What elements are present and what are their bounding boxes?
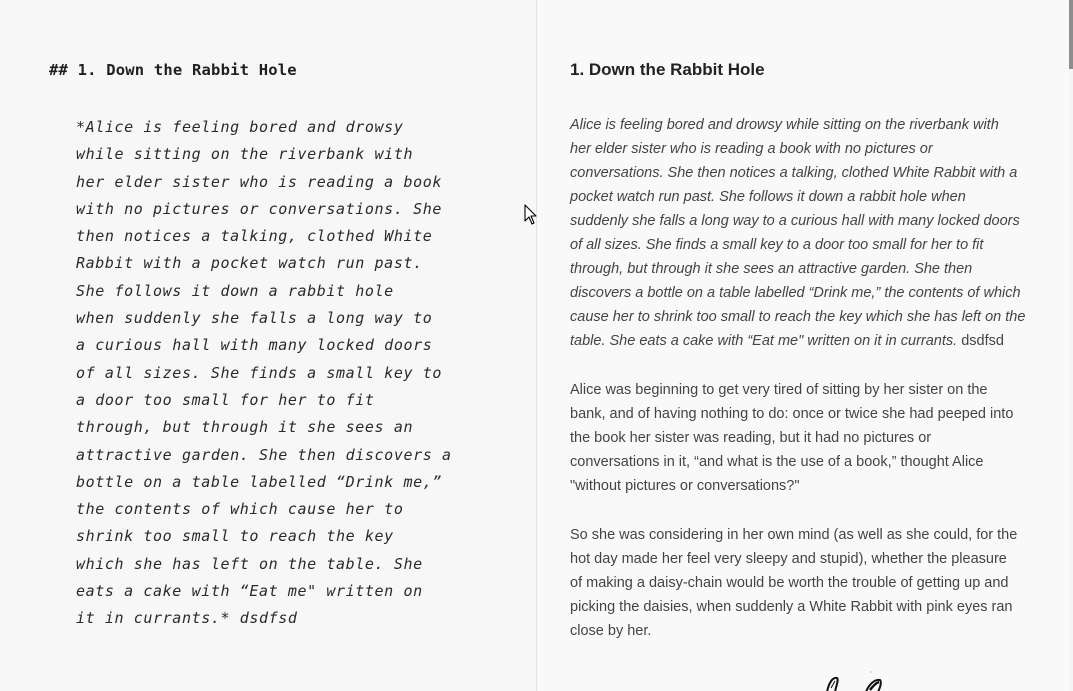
preview-line: "without pictures or conversations?" — [570, 478, 800, 494]
scrollbar-thumb[interactable] — [1069, 0, 1073, 69]
editor-line: a door too small for her to fit — [76, 390, 375, 409]
preview-paragraph-3 — [570, 523, 1050, 643]
preview-summary-paragraph — [570, 113, 1050, 353]
editor-line: eats a cake with “Eat me" written on — [76, 582, 423, 601]
preview-line: close by her. — [570, 623, 652, 639]
editor-line: with no pictures or conversations. She — [76, 199, 442, 218]
preview-suffix: dsdfsd — [957, 333, 1004, 349]
scrollbar-track[interactable] — [1069, 0, 1073, 691]
preview-line: Alice was beginning to get very tired of sitting by her sister on the — [570, 382, 988, 398]
editor-line: while sitting on the riverbank with — [76, 145, 414, 164]
editor-line: shrink too small to reach the key — [76, 527, 394, 546]
preview-line: of all sizes. She finds a small key to a door too small for her to fit — [570, 237, 984, 253]
mouse-cursor-icon — [524, 204, 540, 226]
editor-line: of all sizes. She finds a small key to — [76, 363, 442, 382]
editor-line: She follows it down a rabbit hole — [76, 281, 394, 300]
preview-line: bank, and of having nothing to do: once or twice she had peeped into — [570, 406, 1014, 422]
preview-line-text: table. She eats a cake with “Eat me" written on it in currants. — [570, 333, 958, 349]
preview-line: pocket watch run past. She follows it down a rabbit hole when — [570, 189, 966, 205]
editor-line: *Alice is feeling bored and drowsy — [76, 118, 404, 136]
editor-line: it in currants.* dsdfsd — [76, 609, 298, 628]
preview-line: through, but through it she sees an attractive garden. She then — [570, 261, 973, 277]
editor-line: a curious hall with many locked doors — [76, 336, 433, 355]
editor-line: when suddenly she falls a long way to — [76, 309, 433, 328]
editor-line: through, but through it she sees an — [76, 418, 414, 437]
preview-heading: 1. Down the Rabbit Hole — [570, 60, 765, 79]
preview-line: hot day made her feel very sleepy and stupid), whether the pleasure — [570, 551, 1007, 567]
preview-line — [570, 329, 1050, 353]
editor-line: bottle on a table labelled “Drink me,” — [76, 472, 442, 491]
preview-paragraph-2 — [570, 378, 1050, 498]
preview-line: conversations in it, “and what is the use of a book,” thought Alice — [570, 454, 984, 470]
editor-paragraph[interactable] — [76, 114, 466, 633]
preview-line: suddenly she falls a long way to a curious hall with many locked doors — [570, 213, 1020, 229]
editor-line: Rabbit with a pocket watch run past. — [76, 254, 423, 273]
editor-line: the contents of which cause her to — [76, 500, 404, 519]
editor-line: her elder sister who is reading a book — [76, 172, 442, 191]
preview-line: picking the daisies, when suddenly a White Rabbit with pink eyes ran — [570, 599, 1013, 615]
editor-line: which she has left on the table. She — [76, 554, 423, 573]
editor-line: then notices a talking, clothed White — [76, 227, 433, 246]
preview-line: conversations. She then notices a talking, clothed White Rabbit with a — [570, 165, 1018, 181]
preview-line: the book her sister was reading, but it had no pictures or — [570, 430, 932, 446]
preview-line: her elder sister who is reading a book with no pictures or — [570, 141, 933, 157]
preview-line: Alice is feeling bored and drowsy while sitting on the riverbank with — [570, 117, 999, 133]
preview-line: So she was considering in her own mind (as well as she could, for the — [570, 527, 1018, 543]
preview-line: of making a daisy-chain would be worth the trouble of getting up and — [570, 575, 1009, 591]
rabbit-illustration-image — [823, 668, 893, 691]
preview-line: discovers a bottle on a table labelled “Drink me,” the contents of which — [570, 285, 1021, 301]
editor-heading-line[interactable]: ## 1. Down the Rabbit Hole — [49, 61, 297, 79]
editor-line: attractive garden. She then discovers a — [76, 445, 452, 464]
markdown-preview-pane — [538, 0, 1073, 691]
preview-line: cause her to shrink too small to reach the key which she has left on the — [570, 309, 1026, 325]
